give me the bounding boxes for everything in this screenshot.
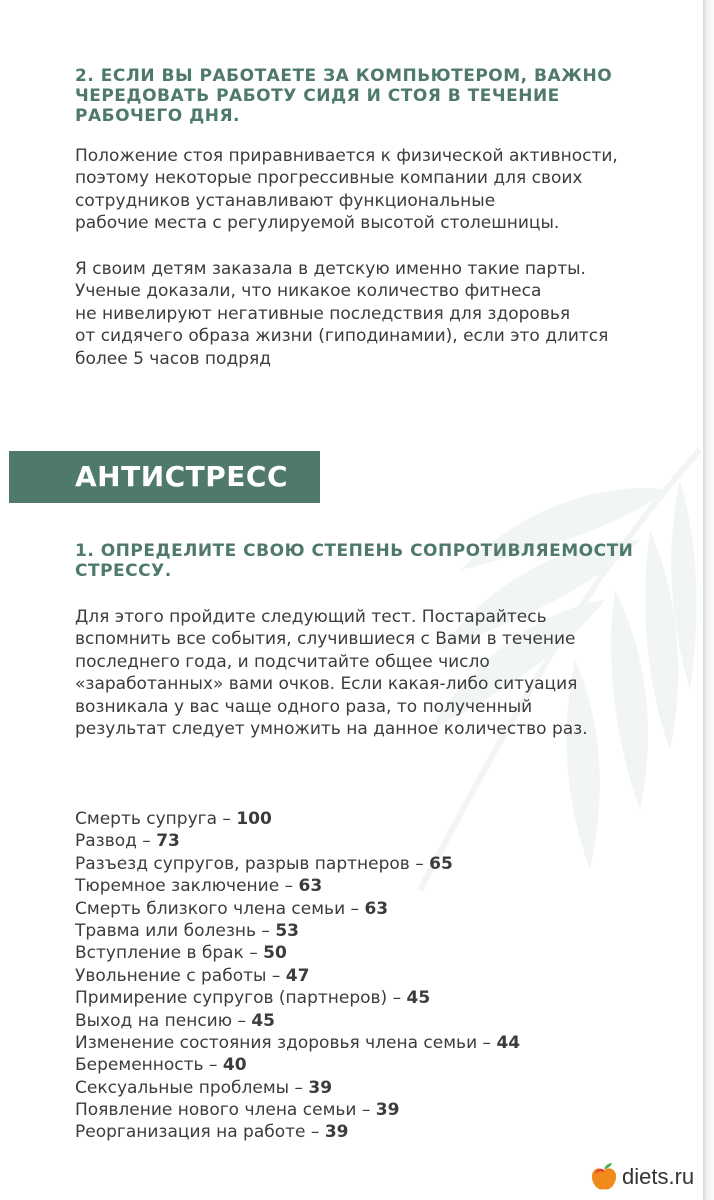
event-score: 63	[298, 876, 323, 897]
list-item	[75, 920, 520, 942]
page-edge-shadow	[703, 0, 714, 1200]
event-label: Смерть супруга –	[75, 809, 237, 829]
list-item	[75, 942, 520, 964]
event-label: Развод –	[75, 831, 157, 852]
list-item	[75, 875, 520, 897]
diets-watermark	[590, 1160, 694, 1194]
event-label: Появление нового члена семьи –	[75, 1100, 376, 1121]
list-item	[75, 1121, 520, 1143]
event-score: 39	[324, 1122, 349, 1143]
list-item	[75, 1054, 520, 1076]
list-item	[75, 898, 520, 920]
event-score: 100	[236, 809, 272, 829]
list-item	[75, 987, 520, 1009]
event-score: 47	[285, 965, 310, 986]
event-label: Беременность –	[75, 1055, 223, 1076]
paragraph-sedentary: Я своим детям заказала в детскую именно такие парты. Ученые доказали, что никакое количество фитнеса не нивелируют негативные последствия для здоровья от сидячего образа жизни (гиподинамии), если это длится более 5 часов подряд	[75, 259, 609, 369]
list-item	[75, 1032, 520, 1054]
list-item	[75, 1077, 520, 1099]
event-score: 53	[275, 920, 299, 941]
event-score: 73	[156, 831, 180, 852]
section-heading-stress-resistance: 1. ОПРЕДЕЛИТЕ СВОЮ СТЕПЕНЬ СОПРОТИВЛЯЕМОСТИ СТРЕССУ.	[75, 541, 634, 581]
section-heading-work: 2. ЕСЛИ ВЫ РАБОТАЕТЕ ЗА КОМПЬЮТЕРОМ, ВАЖНО ЧЕРЕДОВАТЬ РАБОТУ СИДЯ И СТОЯ В ТЕЧЕНИЕ РАБОЧЕГО ДНЯ.	[75, 66, 613, 126]
event-label: Травма или болезнь –	[75, 920, 276, 941]
event-label: Реорганизация на работе –	[75, 1122, 325, 1143]
list-item	[75, 830, 520, 852]
event-label: Тюремное заключение –	[75, 876, 299, 897]
paragraph-test-instructions: Для этого пройдите следующий тест. Постарайтесь вспомнить все события, случившиеся с Вами в течение последнего года, и подсчитайте общее число «заработанных» вами очков. Если какая-либо ситуация возникала у вас чаще одного раза, то полученный результат следует умножить на данное количество раз.	[75, 607, 588, 740]
list-item	[75, 965, 520, 987]
event-label: Увольнение с работы –	[75, 965, 286, 986]
event-label: Примирение супругов (партнеров) –	[75, 988, 407, 1009]
list-item	[75, 808, 520, 830]
event-label: Разъезд супругов, разрыв партнеров –	[75, 853, 430, 874]
event-label: Вступление в брак –	[75, 943, 264, 964]
band-title: АНТИСТРЕСС	[75, 460, 289, 493]
event-score: 39	[308, 1077, 333, 1098]
list-item	[75, 853, 520, 875]
watermark-text: diets.ru	[622, 1164, 695, 1189]
event-score: 65	[429, 853, 453, 874]
apple-icon	[590, 1162, 618, 1192]
event-score: 39	[375, 1100, 400, 1121]
event-label: Смерть близкого члена семьи –	[75, 898, 365, 919]
life-events-list	[75, 808, 520, 1144]
event-label: Выход на пенсию –	[75, 1010, 252, 1031]
event-score: 63	[364, 898, 389, 919]
list-item	[75, 1010, 520, 1032]
paragraph-standing: Положение стоя приравнивается к физической активности, поэтому некоторые прогрессивные компании для своих сотрудников устанавливают функциональные рабочие места с регулируемой высотой столешницы.	[75, 146, 618, 234]
event-score: 45	[251, 1010, 276, 1031]
event-label: Сексуальные проблемы –	[75, 1077, 309, 1098]
event-score: 50	[263, 943, 287, 964]
section-band-antistress	[9, 451, 320, 503]
event-label: Изменение состояния здоровья члена семьи –	[75, 1032, 497, 1053]
event-score: 45	[406, 988, 431, 1009]
event-score: 44	[496, 1032, 521, 1053]
list-item	[75, 1099, 520, 1121]
event-score: 40	[222, 1055, 247, 1076]
